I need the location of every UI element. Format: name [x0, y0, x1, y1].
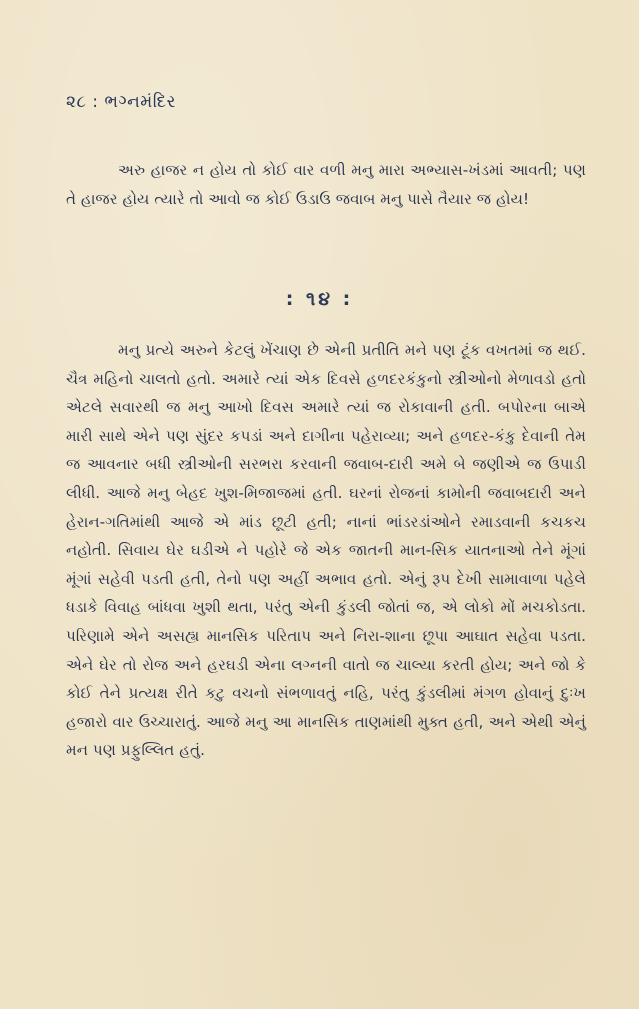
paragraph-continuation: [66, 156, 586, 213]
chapter-number: : ૧૪ :: [285, 288, 354, 310]
chapter-paragraph: [66, 336, 586, 765]
paragraph-text: મનુ પ્રત્યે અરુને કેટલું ખેંચાણ છે એની પ્રતીતિ મને પણ ટૂંક વખતમાં જ થઈ. ચૈત્ર મહિનો ચાલતો હતો. અમારે ત્યાં એક દિવસે હળદરકંકુનો સ્ત્રીઓનો મેળાવડો હતો એટલે સવારથી જ મનુ આખો દિવસ અમારે ત્યાં જ રોકાવાની હતી. બપોરના બાએ મારી સાથે એને પણ સુંદર કપડાં અને દાગીના પહેરાવ્યા; અને હળદર-કંકુ દેવાની તેમ જ આવનાર બધી સ્ત્રીઓની સરભરા કરવાની જવાબ-દારી અમે બે જણીએ જ ઉપાડી લીધી. આજે મનુ બેહદ ખુશ-મિજાજમાં હતી. ઘરનાં રોજનાં કામોની જવાબદારી અને હેરાન-ગતિમાંથી આજે એ માંડ છૂટી હતી; નાનાં ભાંડરડાંઓને રમાડવાની કચકચ નહોતી. સિવાય ઘેર ઘડીએ ને પહોરે જે એક જાતની માન-સિક યાતનાઓ તેને મૂંગાં મૂંગાં સહેવી પડતી હતી, તેનો પણ અહીં અભાવ હતો. એનું રૂપ દેખી સામાવાળા પહેલે ધડાકે વિવાહ બાંધવા ખુશી થતા, પરંતુ એની કુંડલી જોતાં જ, એ લોકો મોં મચકોડતા. પરિણામે એને અસહ્ય માનસિક પરિતાપ અને નિરા-શાના છૂપા આઘાત સહેવા પડતા. એને ઘેર તો રોજ અને હરઘડી એના લગ્નની વાતો જ ચાલ્યા કરતી હોય; અને જો કે કોઈ તેને પ્રત્યક્ષ રીતે કટુ વચનો સંભળાવતું નહિ, પરંતુ કુંડલીમાં મંગળ હોવાનું દુઃખ હજારો વાર ઉચ્ચારાતું. આજે મનુ આ માનસિક તાણમાંથી મુક્ત હતી, અને એથી એનું મન પણ પ્રફુલ્લિત હતું.: [66, 341, 586, 760]
running-header: ૨૮ : ભગ્નમંદિર: [66, 92, 176, 112]
paragraph-text: અરુ હાજર ન હોય તો કોઈ વાર વળી મનુ મારા અભ્યાસ-ખંડમાં આવતી; પણ તે હાજર હોય ત્યારે તો આવો જ કોઈ ઉડાઉ જવાબ મનુ પાસે તૈયાર જ હોય!: [66, 161, 586, 208]
